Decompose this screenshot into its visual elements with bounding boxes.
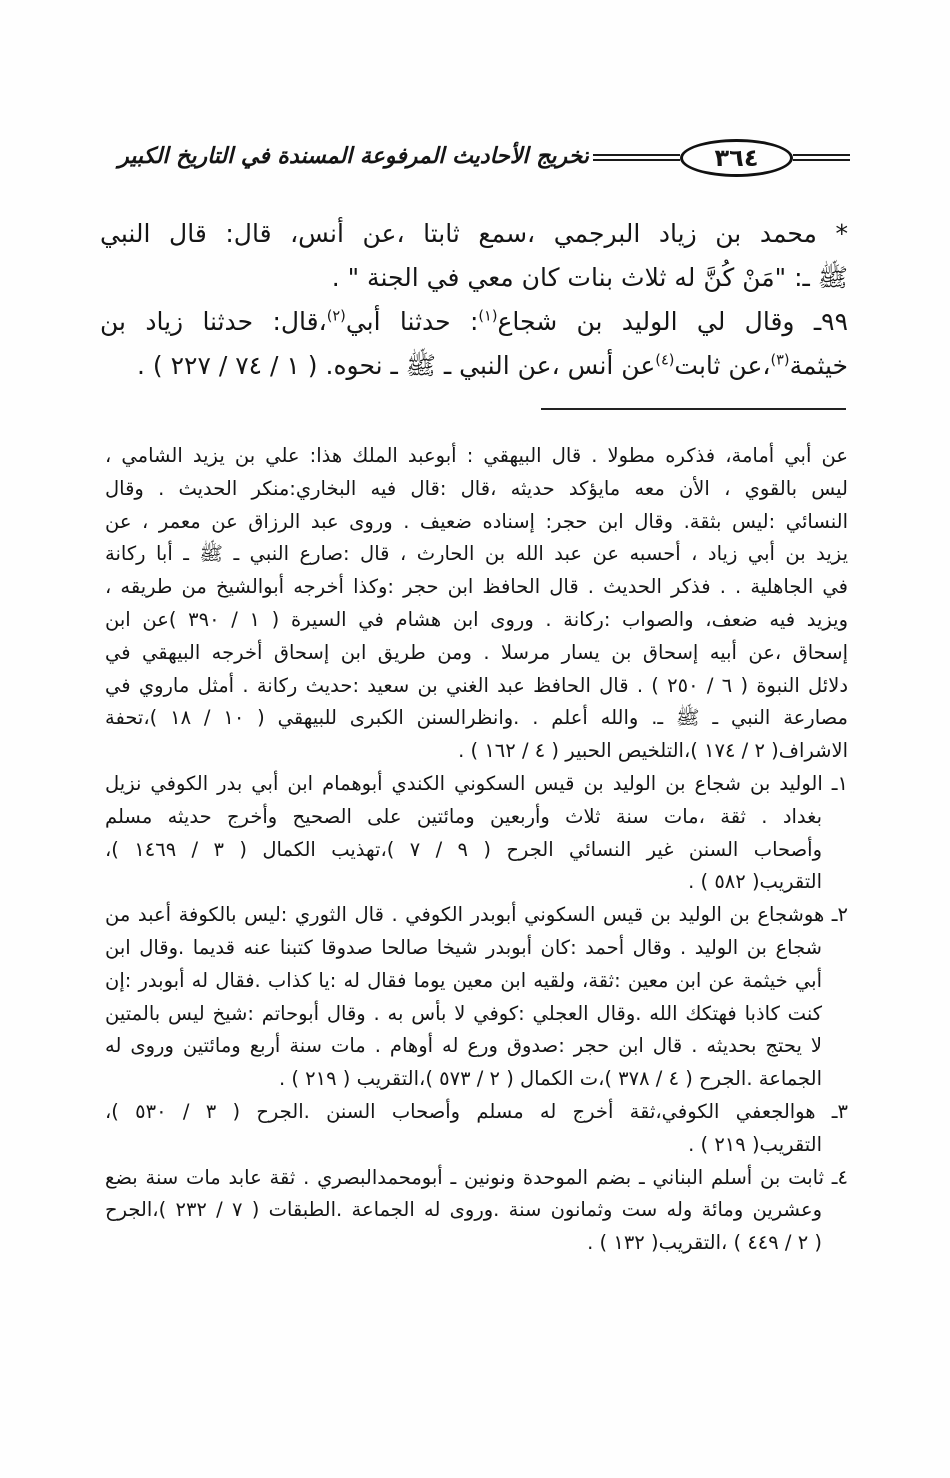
footnote-line: الاشراف( ٢ / ١٧٤ )،التلخيص الحبير ( ٤ / ١٦٢ ) .: [458, 739, 848, 763]
main-text-line: [100, 344, 848, 388]
footnote-line: مصارعة النبي ـ ﷺ ـ. والله أعلم . .وانظرالسنن الكبرى للبيهقي ( ١٠ / ١٨ )،تحفة: [105, 706, 848, 730]
footnote-1-line: التقريب( ٥٨٢ ) .: [688, 870, 822, 894]
footnote-4-line: ٤ـ ثابت بن أسلم البناني ـ بضم الموحدة ونونين ـ أبومحمدالبصري . ثقة عابد مات سنة بضع: [105, 1165, 848, 1189]
main-text-segment: : حدثنا أبي: [345, 307, 479, 336]
footnote-1-line: وأصحاب السنن غير النسائي الجرح ( ٩ / ٧ )،تهذيب الكمال ( ٣ / ١٤٦٩ )،: [105, 837, 822, 861]
footnote-2-line: شجاع بن الوليد . وقال أحمد :كان أبوبدر شيخا صالحا صدوقا كتبنا عنه قديما .وقال ابن: [105, 935, 822, 959]
footnote-line: دلائل النبوة ( ٦ / ٢٥٠ ) . قال الحافظ عبد الغني بن سعيد :حديث ركانة . أمثل ماروي في: [105, 673, 848, 697]
main-text-segment: ٩٩ـ وقال لي الوليد بن شجاع: [497, 307, 848, 336]
footnote-line: عن أبي أمامة، فذكره مطولا . قال البيهقي : أبوعبد الملك هذا: علي بن يزيد الشامي ،: [105, 444, 848, 467]
header-rule-right: [793, 154, 850, 161]
footnote-4-line: ( ٢ / ٤٤٩ ) ،التقريب( ١٣٢ ) .: [587, 1231, 822, 1255]
main-text-line: ﷺ ـ: "مَنْ كُنَّ له ثلاث بنات كان معي في الجنة " .: [331, 263, 848, 292]
footnote-ref: (٢): [326, 308, 346, 325]
footnote-2-line: كنت كاذبا فهتكك الله .وقال العجلي :كوفي لا بأس به . وقال أبوحاتم :شيخ ليس بالمتين: [105, 1001, 822, 1025]
footnote-ref: (٣): [770, 352, 790, 369]
footnote-ref: (٤): [655, 352, 675, 369]
footnote-1-line: بغداد . ثقة ،مات سنة ثلاث وأربعين ومائتين على الصحيح وأخرج حديثه مسلم: [105, 804, 822, 828]
footnote-ref: (١): [478, 308, 498, 325]
footnote-2-line: الجماعة .الجرح ( ٤ / ٣٧٨ )،ت الكمال ( ٢ / ٥٧٣ )،التقريب ( ٢١٩ ) .: [278, 1067, 822, 1091]
main-text-segment: ،عن ثابت: [674, 351, 771, 380]
main-text-segment: خيثمة: [789, 351, 848, 380]
footnote-2-line: ٢ـ هوشجاع بن الوليد بن قيس السكوني أبوبدر الكوفي . قال الثوري :ليس بالكوفة أعبد من: [105, 903, 848, 927]
footnote-1-line: ١ـ الوليد بن شجاع بن الوليد بن قيس السكوني الكندي أبوهمام ابن أبي بدر الكوفي نزيل: [105, 771, 848, 795]
page-number: ٣٦٤: [714, 144, 759, 172]
running-title: تخريج الأحاديث المرفوعة المسندة في التاريخ الكبير: [118, 144, 589, 169]
footnote-line: ويزيد فيه ضعف، والصواب :ركانة . وروى ابن هشام في السيرة ( ١ / ٣٩٠ )عن ابن: [105, 607, 848, 631]
footnote-3-line: ٣ـ هوالجعفي الكوفي،ثقة أخرج له مسلم وأصحاب السنن .الجرح ( ٣ / ٥٣٠ )،: [105, 1099, 848, 1123]
footnote-line: إسحاق ،عن أبيه إسحاق بن يسار مرسلا . ومن طريق ابن إسحاق أخرجه البيهقي في: [105, 640, 848, 664]
footnote-3-line: التقريب( ٢١٩ ) .: [688, 1132, 822, 1156]
footnote-2-line: أبي خيثمة عن ابن معين :ثقة، ولقيه ابن معين يوما فقال له :يا كذاب .فقال له أبوبدر :إن: [105, 968, 822, 992]
footnote-4-line: وعشرين ومائة وله ست وثمانون سنة .وروى له الجماعة .الطبقات ( ٧ / ٢٣٢ )،الجرح: [105, 1198, 822, 1222]
footnote-line: النسائي :ليس بثقة. وقال ابن حجر: إسناده ضعيف . وروى عبد الرزاق عن معمر ، عن: [105, 509, 848, 533]
main-text-line: [100, 300, 848, 344]
footnote-line: يزيد بن أبي زياد ، أحسبه عن عبد الله بن الحارث ، قال :صارع النبي ـ ﷺ ـ أبا ركانة: [105, 542, 848, 566]
footnote-separator: [541, 408, 846, 410]
footnote-2-line: لا يحتج بحديثه . قال ابن حجر :صدوق ورع له أوهام . مات سنة أربع ومائتين وروى له: [105, 1034, 822, 1058]
page-number-badge: [680, 139, 793, 177]
main-text: [100, 212, 848, 388]
running-header: [95, 137, 589, 177]
footnote-line: في الجاهلية . . فذكر الحديث . قال الحافظ ابن حجر :وكذا أخرجه أبوالشيخ من طريقه ،: [105, 575, 848, 599]
footnote-line: ليس بالقوي ، الأن معه مايؤكد حديثه ،قال :قال فيه البخاري:منكر الحديث . وقال: [105, 476, 848, 500]
main-text-line: * محمد بن زياد البرجمي ،سمع ثابتا ،عن أنس، قال: قال النبي: [100, 219, 848, 248]
header-rule-left: [593, 154, 680, 161]
main-text-segment: عن أنس ،عن النبي ـ ﷺ ـ نحوه. ( ١ / ٧٤ / ٢٢٧ ) .: [137, 351, 656, 380]
main-text-segment: ،قال: حدثنا زياد بن: [100, 307, 327, 336]
footnotes: [105, 440, 848, 1260]
